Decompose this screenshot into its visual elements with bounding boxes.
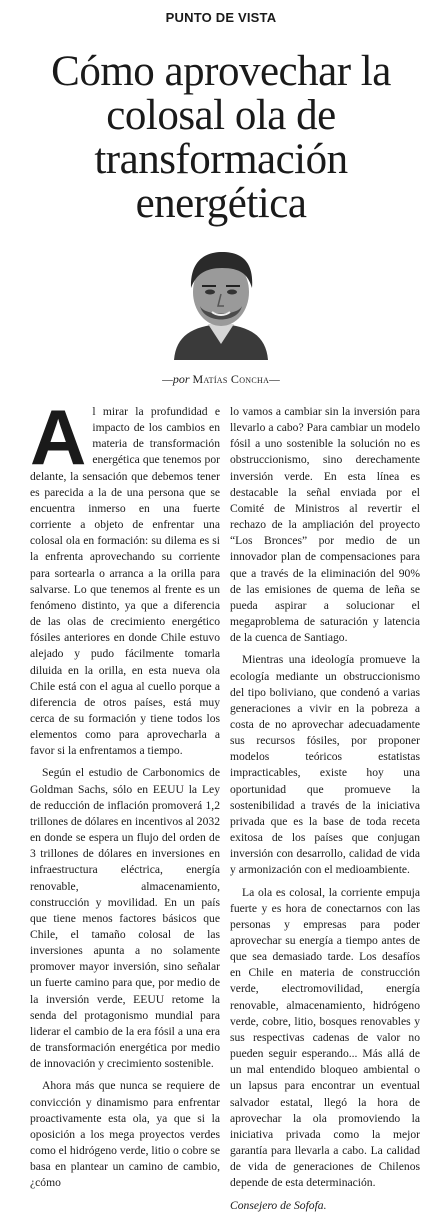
article-paragraph: lo vamos a cambiar sin la inversión para llevarlo a cabo? Para cambiar un modelo fósil a uno sostenible la solución no es obstruccionismo, sino derechamente inversión verde. En esta línea es destacable la señal enviada por el Comité de Ministros al revertir el rechazo de la ampliación del proyecto “Los Bronces” por medio de un innovador plan de compensaciones para que a través de la eliminación del 90% de las emisiones de quema de leña se pueda aspirar a solucionar el megaproblema de saturación y latencia de la cuenca de Santiago. [230,405,420,645]
byline-prefix: por [172,372,190,386]
article-title: Cómo aprovechar la colosal ola de transformación energética [51,48,391,227]
author-portrait [162,240,280,360]
paragraph-text: l mirar la profundidad e impacto de los cambios en materia de transformación energética que tenemos por delante, la sensación que debemos tener es parecida a la de una persona que se encuentra inmerso en una fuerte corriente a objeto de enfrentar una colosal ola en formación: su dilema es si la enfrenta aprovechando su corriente para sortearla o arranca a la orilla para salvarse. Lo que tenemos al frente es un fenómeno distinto, ya que a diferencia de las olas de crecimiento energético fósiles anteriores en donde Chile estuvo alejado y pudo fácilmente tomarla diluida en la orilla, en esta nueva ola Chile está con el agua al cuello porque a diferencia de otros países, está muy cerca de su formación y tiene todos los elementos como para aprovecharla a favor si la enfrentamos a tiempo. [30,405,220,758]
article-paragraph: Según el estudio de Carbonomics de Goldman Sachs, sólo en EEUU la Ley de reducción de inflación promoverá 1,2 trillones de dólares en incentivos al 2032 en donde se espera un flujo del orden de 3 trillones de dólares en inversiones en infraestructura eléctrica, energía renovable, almacenamiento, construcción y movilidad. En un país que tiene menos factores básicos que Chile, el tamaño colosal de las inversiones apunta a no solamente promover mayor inversión, sino señalar un fuerte camino para que, por medio de la inversión verde, EEUU retome la senda del protagonismo mundial para liderar el cambio de la era fósil a una era de transformación energética por medio de innovación y crecimiento sostenible. [30,766,220,1071]
article-column-right [230,404,420,1220]
drop-cap: A [30,393,87,481]
byline: —por Matías Concha— [162,372,280,386]
article-paragraph: La ola es colosal, la corriente empuja fuerte y es hora de conectarnos con las personas y empresas para poder aprovechar su energía a tiempo antes de que sea demasiado tarde. Los desafíos en Chile en materia de construcción verde, electromovilidad, energía renovable, almacenamiento, hidrógeno verde, cobre, litio, bosques renovables y sus respectivas cadenas de valor no pueden seguir esperando... Más allá de un mal entendido bloqueo ambiental o un lapsus para encontrar un eventual salvador estatal, llegó la hora de aprovechar la ola promoviendo la iniciativa privada como la mejor garantía para llevarla a cabo. La calidad de vida de generaciones de Chilenos depende de esta determinación. [230,885,420,1190]
article-paragraph [30,393,220,759]
article-column-left [30,393,220,1198]
article-paragraph: Mientras una ideología promueve la ecología mediante un obstruccionismo del tipo boliviano, que condenó a varias generaciones a vivir en la pobreza a costa de no aprovechar adecuadamente sus recursos fósiles, por proponer modelos teóricos estatistas impracticables, existe hoy una oportunidad que promueve la sostenibilidad a través de la iniciativa privada que es la base de toda receta exitosa de los países que conjugan inversión con desarrollo, calidad de vida y armonización con el medioambiente. [230,653,420,877]
section-label: PUNTO DE VISTA [165,10,277,25]
author-name: Matías Concha [192,372,270,386]
author-affiliation: Consejero de Sofofa. [230,1198,327,1212]
article-paragraph: Ahora más que nunca se requiere de convicción y dinamismo para enfrentar proactivamente esta ola, ya que si la oposición a los mega proyectos verdes como el hidrógeno verde, litio o cobre se basa en plantear un camino de cambio, ¿cómo [30,1079,220,1190]
